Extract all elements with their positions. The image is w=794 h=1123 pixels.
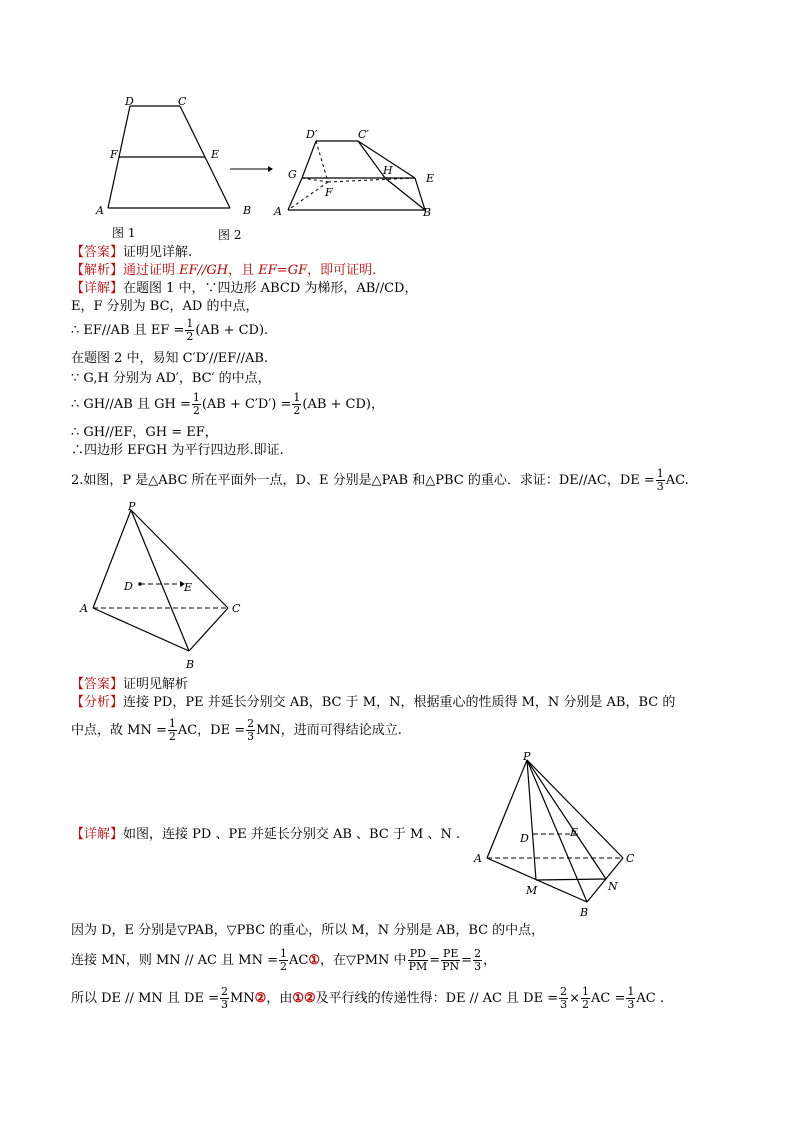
- p2-detail-tag: 【详解】: [71, 827, 124, 842]
- p1-detail-3b: (AB + CD).: [195, 323, 269, 338]
- fig2-label-a: A: [274, 205, 282, 218]
- fraction-half: $\frac{1}{2}$: [168, 717, 176, 743]
- fraction-half: $\frac{1}{2}$: [192, 391, 200, 417]
- fig4-label-b: B: [580, 906, 589, 919]
- fraction-two-thirds: $\frac{2}{3}$: [474, 947, 482, 973]
- p2-question-b: AC.: [665, 473, 689, 488]
- fraction-pd-pm: $\frac{PD}{PM}$: [408, 947, 428, 973]
- fig4-label-p: P: [523, 750, 531, 763]
- p1-detail-tag: 【详解】: [71, 281, 124, 296]
- p2-detail-4b: MN: [229, 991, 255, 1006]
- fraction-two-thirds: $\frac{2}{3}$: [560, 985, 568, 1011]
- figure-3-tetrahedron: [76, 496, 256, 674]
- p2-detail-4a: 所以 DE // MN 且 DE =: [71, 991, 219, 1006]
- p1-analysis-a: 通过证明: [123, 263, 180, 278]
- fig3-label-p: P: [128, 500, 136, 513]
- fig3-label-e: E: [184, 581, 193, 594]
- fig1-label-f: F: [110, 148, 118, 161]
- fig1-caption: 图 1: [112, 226, 136, 240]
- p2-detail-4d: ，由: [266, 991, 293, 1006]
- p2-detail-2: 因为 D，E 分别是▽PAB，▽PBC 的重心，所以 M，N 分别是 AB，BC 的中点，: [71, 923, 545, 938]
- p2-detail-3e: =: [429, 953, 441, 968]
- p1-answer-text: 证明见详解.: [123, 245, 193, 260]
- fig3-label-b: B: [186, 658, 195, 671]
- p1-detail-4: 在题图 2 中，易知 C′D′//EF//AB.: [71, 351, 269, 366]
- fraction-pe-pn: $\frac{PE}{PN}$: [442, 947, 460, 973]
- arrow-icon: [228, 163, 274, 175]
- p1-detail-1: 在题图 1 中，∵四边形 ABCD 为梯形，AB//CD，: [123, 281, 418, 296]
- p2-analysis-2a: 中点，故 MN =: [71, 723, 167, 738]
- p1-analysis-tag: 【解析】: [71, 263, 124, 278]
- fraction-half: $\frac{1}{2}$: [186, 317, 194, 343]
- p1-detail-3a: ∴ EF//AB 且 EF =: [71, 323, 185, 338]
- fig4-label-c: C: [626, 852, 635, 865]
- p1-analysis-line: [71, 262, 376, 280]
- p1-detail-7: ∴ GH//EF，GH = EF，: [71, 425, 218, 440]
- fraction-half: $\frac{1}{2}$: [293, 391, 301, 417]
- p2-circled-one: ①: [308, 953, 320, 968]
- fraction-half: $\frac{1}{2}$: [582, 985, 590, 1011]
- p2-analysis-line-2: [71, 718, 402, 743]
- p1-detail-5: ∵ G,H 分别为 AD′，BC′ 的中点，: [71, 371, 271, 386]
- fig4-label-n: N: [608, 880, 618, 893]
- fig3-label-d: D: [124, 580, 133, 593]
- p1-detail-line-3: [71, 318, 268, 343]
- p2-detail-line-4: [71, 986, 664, 1011]
- p2-detail-3g: ，: [483, 953, 497, 968]
- fraction-third: $\frac{1}{3}$: [656, 467, 664, 493]
- p2-analysis-2b: AC，DE =: [177, 723, 246, 738]
- p2-detail-4g: ×: [569, 991, 581, 1006]
- p2-answer-line: [71, 676, 188, 694]
- fig1-label-c: C: [178, 96, 187, 108]
- p1-detail-8: ∴四边形 EFGH 为平行四边形.即证.: [71, 443, 284, 458]
- fig1-label-e: E: [211, 148, 220, 161]
- p2-detail-1: 如图，连接 PD 、PE 并延长分别交 AB 、BC 于 M 、N .: [123, 827, 461, 842]
- p1-detail-6a: ∴ GH//AB 且 GH =: [71, 397, 191, 412]
- p2-circled-two: ②: [254, 991, 267, 1006]
- fig4-label-m: M: [526, 884, 538, 897]
- fig1-label-a: A: [96, 204, 104, 217]
- fig4-label-a: A: [474, 852, 482, 865]
- fig1-label-d: D: [125, 96, 134, 108]
- p2-analysis-tag: 【分析】: [71, 695, 124, 710]
- fraction-half: $\frac{1}{2}$: [279, 947, 287, 973]
- p2-answer-tag: 【答案】: [71, 677, 124, 692]
- p2-analysis-1: 连接 PD，PE 并延长分别交 AB，BC 于 M，N，根据重心的性质得 M，N 分别是 AB，BC 的: [123, 695, 676, 710]
- p1-detail-6b: (AB + C′D′) =: [201, 397, 292, 412]
- p2-detail-line-1: [71, 826, 460, 844]
- fig2-label-c: C′: [358, 128, 369, 141]
- p1-analysis-c: ，且: [228, 263, 259, 278]
- fraction-two-thirds: $\frac{2}{3}$: [247, 717, 255, 743]
- p1-analysis-b: EF//GH: [179, 263, 229, 278]
- p2-detail-3f: =: [461, 953, 473, 968]
- fraction-third: $\frac{1}{3}$: [627, 985, 635, 1011]
- fig2-label-g: G: [288, 168, 297, 181]
- figure-4-tetrahedron-midpoints: [470, 748, 650, 920]
- p2-analysis-line-1: [71, 694, 675, 712]
- p2-detail-line-3: [71, 948, 496, 973]
- fig1-label-b: B: [243, 204, 252, 217]
- fig2-label-d: D′: [306, 128, 318, 141]
- fig2-label-f: F: [325, 186, 333, 199]
- fraction-two-thirds: $\frac{2}{3}$: [220, 985, 228, 1011]
- p2-detail-3b: AC: [288, 953, 309, 968]
- p1-detail-line-6: [71, 392, 384, 417]
- p2-question-a: 2.如图，P 是△ABC 所在平面外一点，D、E 分别是△PAB 和△PBC 的重心．求证：DE//AC，DE =: [71, 473, 655, 488]
- fig2-caption: 图 2: [218, 228, 242, 242]
- p2-circled-one-two: ①②: [292, 991, 316, 1006]
- fig2-label-h: H: [383, 164, 393, 177]
- p1-analysis-d: EF=GF: [258, 263, 308, 278]
- fig4-label-e: E: [570, 826, 579, 839]
- fig2-label-b: B: [423, 206, 432, 219]
- p2-detail-4i: AC .: [636, 991, 665, 1006]
- p2-question: [71, 468, 689, 493]
- p2-answer-text: 证明见解析: [123, 677, 189, 692]
- p1-answer-line: [71, 244, 192, 262]
- p1-detail-6c: (AB + CD)，: [302, 397, 385, 412]
- fig3-label-a: A: [80, 602, 88, 615]
- p1-answer-tag: 【答案】: [71, 245, 124, 260]
- p2-detail-4h: AC =: [591, 991, 626, 1006]
- p1-detail-line-1: [71, 280, 417, 298]
- p2-detail-4f: 及平行线的传递性得：DE // AC 且 DE =: [315, 991, 559, 1006]
- p1-analysis-e: ，即可证明.: [307, 263, 377, 278]
- p2-analysis-2c: MN，进而可得结论成立.: [256, 723, 402, 738]
- fig4-label-d: D: [520, 832, 529, 845]
- p2-detail-3d: ，在▽PMN 中: [319, 953, 407, 968]
- fig3-label-c: C: [232, 602, 241, 615]
- p1-detail-2: E，F 分别为 BC，AD 的中点，: [71, 299, 259, 314]
- fig2-label-e: E: [426, 172, 435, 185]
- figure-2-folded-solid: [270, 126, 450, 246]
- p2-detail-3a: 连接 MN，则 MN // AC 且 MN =: [71, 953, 278, 968]
